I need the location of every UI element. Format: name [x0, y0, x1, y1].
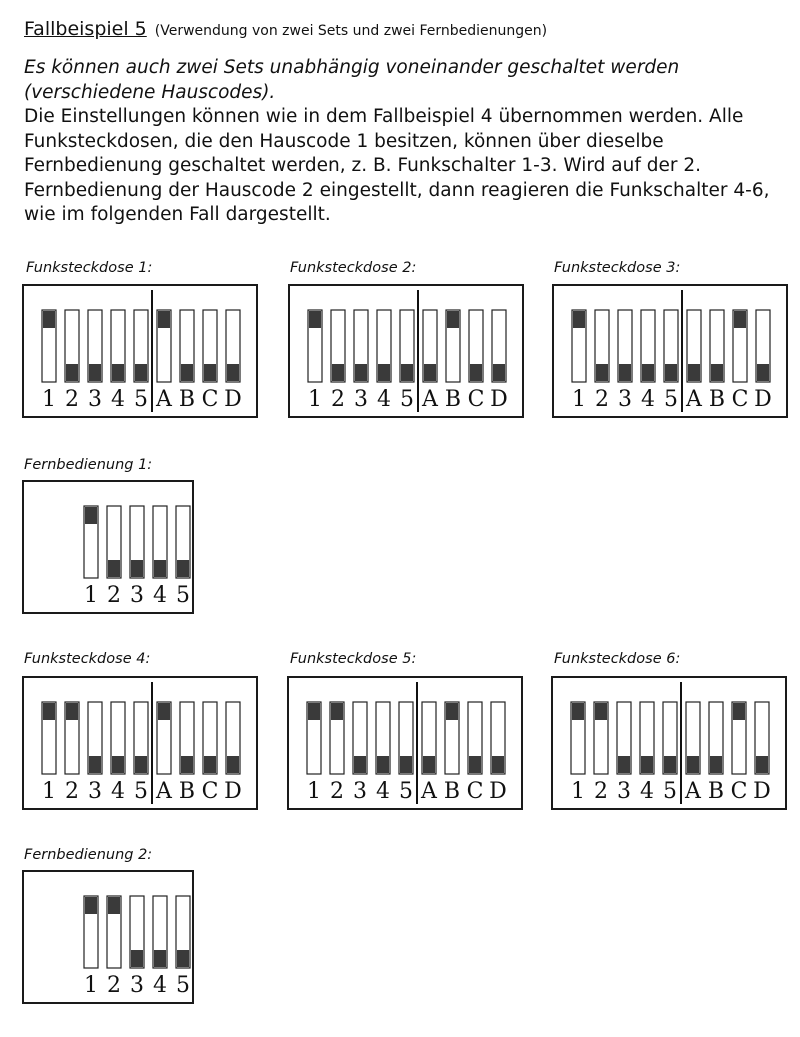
dip-switch-3[interactable]: [354, 310, 368, 382]
switch-knob-down: [711, 364, 723, 381]
switch-label-2: 2: [65, 779, 79, 804]
dip-switch-2[interactable]: [594, 702, 608, 774]
intro-italic: Es können auch zwei Sets unabhängig voneinander geschaltet werden (verschiedene Hauscodes).: [24, 57, 680, 103]
switch-knob-down: [378, 364, 390, 381]
switch-label-3: 3: [354, 387, 368, 412]
dip-switch-D[interactable]: [756, 310, 770, 382]
switch-label-C: C: [731, 387, 749, 412]
switch-label-3: 3: [353, 779, 367, 804]
switch-knob-down: [89, 756, 101, 773]
dip-switch-panel-3: [552, 284, 788, 418]
switch-knob-down: [619, 364, 631, 381]
switch-knob-up: [43, 703, 55, 720]
panel-1-label: Funksteckdose 1:: [26, 260, 153, 276]
switch-knob-down: [665, 364, 677, 381]
switch-knob-up: [331, 703, 343, 720]
switch-label-C: C: [466, 779, 484, 804]
dip-switch-1[interactable]: [571, 702, 585, 774]
switch-knob-down: [469, 756, 481, 773]
dip-switch-graphic: [24, 482, 196, 616]
switch-knob-up: [85, 897, 97, 914]
switch-label-C: C: [201, 387, 219, 412]
dip-switch-1[interactable]: [84, 896, 98, 968]
switch-label-3: 3: [88, 387, 102, 412]
switch-knob-up: [734, 311, 746, 328]
dip-switch-panel-2: [288, 284, 524, 418]
dip-switch-5[interactable]: [134, 702, 148, 774]
dip-switch-4[interactable]: [640, 702, 654, 774]
switch-label-3: 3: [88, 779, 102, 804]
switch-label-5: 5: [134, 779, 148, 804]
dip-switch-graphic: [24, 872, 196, 1006]
switch-knob-down: [400, 756, 412, 773]
dip-switch-C[interactable]: [203, 310, 217, 382]
switch-knob-down: [401, 364, 413, 381]
switch-knob-up: [158, 311, 170, 328]
switch-label-1: 1: [84, 583, 98, 608]
switch-knob-down: [424, 364, 436, 381]
switch-knob-down: [177, 950, 189, 967]
switch-knob-down: [135, 364, 147, 381]
dip-switch-D[interactable]: [226, 702, 240, 774]
dip-switch-2[interactable]: [331, 310, 345, 382]
switch-knob-down: [227, 364, 239, 381]
switch-label-3: 3: [617, 779, 631, 804]
panel-4-label: Fernbedienung 1:: [24, 457, 153, 473]
switch-label-2: 2: [330, 779, 344, 804]
dip-switch-B[interactable]: [180, 310, 194, 382]
switch-label-1: 1: [42, 387, 56, 412]
switch-label-D: D: [224, 387, 242, 412]
dip-switch-C[interactable]: [733, 310, 747, 382]
dip-switch-panel-7: [551, 676, 787, 810]
dip-switch-1[interactable]: [307, 702, 321, 774]
switch-knob-up: [66, 703, 78, 720]
dip-switch-2[interactable]: [65, 310, 79, 382]
dip-switch-C[interactable]: [469, 310, 483, 382]
dip-switch-graphic: [553, 678, 789, 812]
title-sub: (Verwendung von zwei Sets und zwei Fernbedienungen): [154, 23, 548, 39]
dip-switch-5[interactable]: [663, 702, 677, 774]
switch-label-2: 2: [595, 387, 609, 412]
switch-label-3: 3: [130, 583, 144, 608]
dip-switch-3[interactable]: [88, 702, 102, 774]
dip-switch-graphic: [554, 286, 790, 420]
dip-switch-graphic: [290, 286, 526, 420]
switch-label-3: 3: [618, 387, 632, 412]
dip-switch-A[interactable]: [423, 310, 437, 382]
switch-knob-down: [177, 560, 189, 577]
dip-switch-C[interactable]: [732, 702, 746, 774]
switch-knob-down: [355, 364, 367, 381]
dip-switch-A[interactable]: [157, 702, 171, 774]
switch-label-3: 3: [130, 973, 144, 998]
switch-knob-up: [572, 703, 584, 720]
dip-switch-1[interactable]: [42, 310, 56, 382]
dip-switch-A[interactable]: [157, 310, 171, 382]
title-main: Fallbeispiel 5: [24, 18, 147, 40]
switch-label-D: D: [224, 779, 242, 804]
switch-label-D: D: [753, 779, 771, 804]
switch-knob-up: [446, 703, 458, 720]
dip-switch-2[interactable]: [595, 310, 609, 382]
switch-label-A: A: [685, 779, 701, 804]
dip-switch-D[interactable]: [226, 310, 240, 382]
panel-3-label: Funksteckdose 3:: [554, 260, 681, 276]
switch-knob-down: [181, 364, 193, 381]
dip-switch-2[interactable]: [65, 702, 79, 774]
switch-label-4: 4: [153, 973, 167, 998]
switch-label-4: 4: [640, 779, 654, 804]
dip-switch-1[interactable]: [572, 310, 586, 382]
switch-label-5: 5: [664, 387, 678, 412]
switch-label-4: 4: [111, 387, 125, 412]
switch-label-4: 4: [153, 583, 167, 608]
dip-switch-graphic: [24, 286, 260, 420]
dip-switch-D[interactable]: [492, 310, 506, 382]
switch-knob-down: [664, 756, 676, 773]
switch-label-5: 5: [176, 973, 190, 998]
dip-switch-4[interactable]: [153, 896, 167, 968]
dip-switch-1[interactable]: [42, 702, 56, 774]
switch-knob-down: [688, 364, 700, 381]
dip-switch-A[interactable]: [686, 702, 700, 774]
switch-label-B: B: [708, 387, 726, 412]
switch-label-C: C: [201, 779, 219, 804]
intro-text: [24, 56, 794, 228]
dip-switch-2[interactable]: [107, 896, 121, 968]
dip-switch-panel-5: [22, 676, 258, 810]
dip-switch-2[interactable]: [107, 506, 121, 578]
dip-switch-1[interactable]: [308, 310, 322, 382]
switch-knob-down: [181, 756, 193, 773]
dip-switch-4[interactable]: [111, 310, 125, 382]
switch-knob-up: [309, 311, 321, 328]
switch-label-2: 2: [594, 779, 608, 804]
dip-switch-panel-1: [22, 284, 258, 418]
switch-knob-down: [687, 756, 699, 773]
switch-knob-up: [158, 703, 170, 720]
switch-knob-up: [43, 311, 55, 328]
switch-label-A: A: [422, 387, 438, 412]
dip-switch-D[interactable]: [491, 702, 505, 774]
dip-switch-3[interactable]: [617, 702, 631, 774]
switch-knob-down: [354, 756, 366, 773]
dip-switch-4[interactable]: [376, 702, 390, 774]
switch-knob-up: [85, 507, 97, 524]
dip-switch-C[interactable]: [203, 702, 217, 774]
switch-label-5: 5: [176, 583, 190, 608]
switch-label-A: A: [156, 387, 172, 412]
switch-knob-down: [492, 756, 504, 773]
switch-label-B: B: [443, 779, 461, 804]
dip-switch-B[interactable]: [710, 310, 724, 382]
panel-5-label: Funksteckdose 4:: [24, 651, 151, 667]
switch-knob-down: [710, 756, 722, 773]
dip-switch-5[interactable]: [664, 310, 678, 382]
switch-label-2: 2: [107, 973, 121, 998]
switch-label-4: 4: [641, 387, 655, 412]
switch-knob-down: [66, 364, 78, 381]
switch-knob-down: [332, 364, 344, 381]
switch-knob-up: [573, 311, 585, 328]
dip-switch-1[interactable]: [84, 506, 98, 578]
switch-knob-down: [131, 950, 143, 967]
dip-switch-3[interactable]: [353, 702, 367, 774]
dip-switch-B[interactable]: [445, 702, 459, 774]
switch-label-C: C: [467, 387, 485, 412]
switch-knob-down: [618, 756, 630, 773]
dip-switch-4[interactable]: [641, 310, 655, 382]
switch-label-4: 4: [376, 779, 390, 804]
switch-knob-up: [447, 311, 459, 328]
dip-switch-B[interactable]: [180, 702, 194, 774]
switch-knob-up: [108, 897, 120, 914]
switch-knob-down: [470, 364, 482, 381]
dip-switch-B[interactable]: [709, 702, 723, 774]
switch-label-C: C: [730, 779, 748, 804]
dip-switch-4[interactable]: [153, 506, 167, 578]
dip-switch-3[interactable]: [130, 506, 144, 578]
dip-switch-D[interactable]: [755, 702, 769, 774]
switch-knob-down: [423, 756, 435, 773]
switch-label-2: 2: [107, 583, 121, 608]
panel-2-label: Funksteckdose 2:: [290, 260, 417, 276]
switch-knob-up: [595, 703, 607, 720]
dip-switch-C[interactable]: [468, 702, 482, 774]
switch-label-2: 2: [65, 387, 79, 412]
dip-switch-panel-6: [287, 676, 523, 810]
switch-label-B: B: [178, 387, 196, 412]
dip-switch-4[interactable]: [377, 310, 391, 382]
switch-label-4: 4: [377, 387, 391, 412]
switch-knob-down: [227, 756, 239, 773]
panel-7-label: Funksteckdose 6:: [554, 651, 681, 667]
switch-label-1: 1: [571, 779, 585, 804]
panel-8-label: Fernbedienung 2:: [24, 847, 153, 863]
switch-knob-down: [154, 560, 166, 577]
switch-knob-down: [112, 364, 124, 381]
dip-switch-panel-8: [22, 870, 194, 1004]
switch-knob-down: [135, 756, 147, 773]
switch-label-1: 1: [42, 779, 56, 804]
switch-knob-down: [89, 364, 101, 381]
switch-knob-down: [642, 364, 654, 381]
switch-label-D: D: [489, 779, 507, 804]
dip-switch-graphic: [289, 678, 525, 812]
switch-knob-down: [131, 560, 143, 577]
switch-label-D: D: [754, 387, 772, 412]
dip-switch-5[interactable]: [400, 310, 414, 382]
dip-switch-3[interactable]: [618, 310, 632, 382]
switch-knob-down: [641, 756, 653, 773]
switch-knob-down: [377, 756, 389, 773]
dip-switch-5[interactable]: [176, 506, 190, 578]
dip-switch-A[interactable]: [687, 310, 701, 382]
intro-body: Die Einstellungen können wie in dem Fallbeispiel 4 übernommen werden. Alle Funksteckdosen, die den Hauscode 1 besitzen, können über dieselbe Fernbedienung geschaltet werden, z. B. Funkschalter 1-3. Wird auf der 2. Fernbedienung der Hauscode 2 eingestellt, dann reagieren die Funkschalter 4-6, wie im folgenden Fall dargestellt.: [24, 106, 770, 225]
dip-switch-B[interactable]: [446, 310, 460, 382]
dip-switch-A[interactable]: [422, 702, 436, 774]
switch-label-A: A: [156, 779, 172, 804]
switch-knob-down: [112, 756, 124, 773]
switch-label-5: 5: [400, 387, 414, 412]
switch-label-4: 4: [111, 779, 125, 804]
title: [24, 18, 547, 40]
switch-label-2: 2: [331, 387, 345, 412]
switch-label-B: B: [444, 387, 462, 412]
dip-switch-panel-4: [22, 480, 194, 614]
switch-label-1: 1: [84, 973, 98, 998]
switch-label-B: B: [707, 779, 725, 804]
switch-label-B: B: [178, 779, 196, 804]
dip-switch-graphic: [24, 678, 260, 812]
switch-label-D: D: [490, 387, 508, 412]
dip-switch-5[interactable]: [176, 896, 190, 968]
switch-knob-down: [204, 756, 216, 773]
switch-label-A: A: [686, 387, 702, 412]
switch-knob-down: [596, 364, 608, 381]
switch-knob-down: [493, 364, 505, 381]
switch-knob-up: [733, 703, 745, 720]
dip-switch-3[interactable]: [88, 310, 102, 382]
dip-switch-2[interactable]: [330, 702, 344, 774]
switch-label-1: 1: [307, 779, 321, 804]
switch-knob-down: [108, 560, 120, 577]
switch-knob-down: [756, 756, 768, 773]
switch-knob-down: [154, 950, 166, 967]
switch-knob-up: [308, 703, 320, 720]
switch-label-5: 5: [663, 779, 677, 804]
switch-knob-down: [204, 364, 216, 381]
switch-label-A: A: [421, 779, 437, 804]
dip-switch-3[interactable]: [130, 896, 144, 968]
dip-switch-5[interactable]: [399, 702, 413, 774]
switch-label-1: 1: [572, 387, 586, 412]
switch-label-1: 1: [308, 387, 322, 412]
panel-6-label: Funksteckdose 5:: [290, 651, 417, 667]
switch-label-5: 5: [399, 779, 413, 804]
switch-label-5: 5: [134, 387, 148, 412]
dip-switch-5[interactable]: [134, 310, 148, 382]
switch-knob-down: [757, 364, 769, 381]
dip-switch-4[interactable]: [111, 702, 125, 774]
